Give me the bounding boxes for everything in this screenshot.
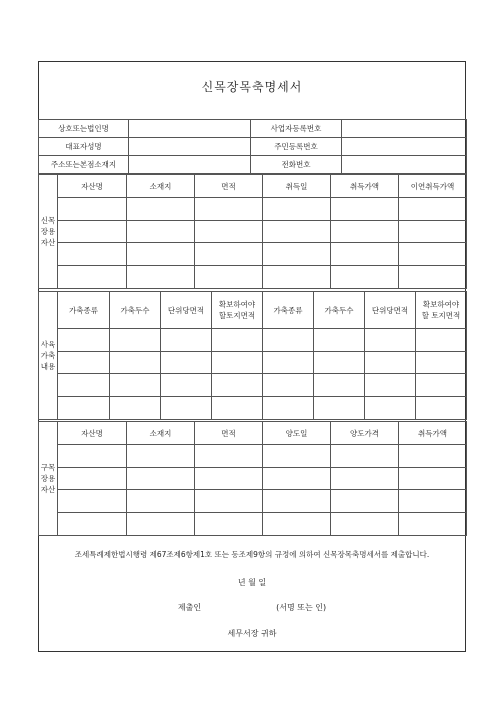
resident-reg-label: 주민등록번호 bbox=[251, 138, 342, 156]
new-ranch-cell[interactable] bbox=[58, 243, 127, 266]
livestock-col-header: 단위당면적 bbox=[161, 292, 212, 329]
livestock-cell[interactable] bbox=[58, 329, 110, 352]
form-title: 신목장목축명세서 bbox=[201, 80, 303, 94]
new-ranch-col-header: 자산명 bbox=[58, 175, 127, 198]
phone-field[interactable] bbox=[342, 156, 467, 174]
old-ranch-cell[interactable] bbox=[331, 467, 399, 490]
representative-field[interactable] bbox=[129, 138, 251, 156]
new-ranch-side-label: 신목 장용 자산 bbox=[39, 175, 58, 289]
new-ranch-cell[interactable] bbox=[263, 198, 331, 221]
new-ranch-cell[interactable] bbox=[58, 220, 127, 243]
new-ranch-row bbox=[39, 220, 467, 243]
livestock-col-header: 가축종류 bbox=[58, 292, 110, 329]
new-ranch-cell[interactable] bbox=[399, 198, 467, 221]
livestock-side-label: 사육 가축 내용 bbox=[39, 292, 58, 420]
livestock-cell[interactable] bbox=[314, 351, 365, 374]
livestock-cell[interactable] bbox=[212, 351, 263, 374]
submitter-line bbox=[39, 602, 465, 613]
new-ranch-row bbox=[39, 243, 467, 266]
old-ranch-cell[interactable] bbox=[263, 490, 331, 513]
old-ranch-row bbox=[39, 513, 467, 536]
old-ranch-cell[interactable] bbox=[263, 467, 331, 490]
old-ranch-row bbox=[39, 445, 467, 468]
livestock-cell[interactable] bbox=[416, 374, 467, 397]
old-ranch-cell[interactable] bbox=[399, 445, 467, 468]
livestock-cell[interactable] bbox=[314, 374, 365, 397]
new-ranch-cell[interactable] bbox=[195, 220, 263, 243]
statement-text: 조세특례제한법시행령 제67조제6항제1호 또는 동조제9항의 규정에 의하여 신목장목축명세서를 제출합니다. bbox=[74, 550, 430, 559]
livestock-cell[interactable] bbox=[365, 397, 416, 420]
business-name-field[interactable] bbox=[129, 120, 251, 138]
old-ranch-cell[interactable] bbox=[195, 513, 263, 536]
livestock-cell[interactable] bbox=[161, 351, 212, 374]
livestock-cell[interactable] bbox=[161, 329, 212, 352]
livestock-cell[interactable] bbox=[58, 351, 110, 374]
new-ranch-cell[interactable] bbox=[58, 198, 127, 221]
old-ranch-cell[interactable] bbox=[127, 467, 195, 490]
old-ranch-cell[interactable] bbox=[195, 490, 263, 513]
old-ranch-cell[interactable] bbox=[127, 445, 195, 468]
submitter-label: 제출인 bbox=[177, 603, 202, 612]
livestock-cell[interactable] bbox=[365, 374, 416, 397]
livestock-cell[interactable] bbox=[365, 351, 416, 374]
livestock-cell[interactable] bbox=[161, 374, 212, 397]
old-ranch-col-header: 소재지 bbox=[127, 422, 195, 445]
old-ranch-cell[interactable] bbox=[263, 445, 331, 468]
old-ranch-cell[interactable] bbox=[58, 467, 127, 490]
livestock-col-header: 확보하여야 할토지면적 bbox=[212, 292, 263, 329]
livestock-col-header: 가축두수 bbox=[314, 292, 365, 329]
signature-label[interactable]: (서명 또는 인) bbox=[276, 603, 327, 612]
new-ranch-cell[interactable] bbox=[331, 220, 399, 243]
business-reg-label: 사업자등록번호 bbox=[251, 120, 342, 138]
old-ranch-table bbox=[38, 421, 467, 536]
new-ranch-cell[interactable] bbox=[399, 220, 467, 243]
livestock-cell[interactable] bbox=[416, 397, 467, 420]
old-ranch-cell[interactable] bbox=[263, 513, 331, 536]
old-ranch-cell[interactable] bbox=[399, 513, 467, 536]
old-ranch-cell[interactable] bbox=[331, 490, 399, 513]
new-ranch-row bbox=[39, 266, 467, 289]
new-ranch-cell[interactable] bbox=[399, 243, 467, 266]
new-ranch-col-header: 소재지 bbox=[127, 175, 195, 198]
phone-label: 전화번호 bbox=[251, 156, 342, 174]
livestock-cell[interactable] bbox=[212, 329, 263, 352]
old-ranch-cell[interactable] bbox=[127, 490, 195, 513]
new-ranch-col-header: 이연취득가액 bbox=[399, 175, 467, 198]
info-table bbox=[38, 119, 467, 174]
livestock-cell[interactable] bbox=[110, 329, 161, 352]
livestock-cell[interactable] bbox=[161, 397, 212, 420]
old-ranch-cell[interactable] bbox=[195, 445, 263, 468]
old-ranch-cell[interactable] bbox=[58, 490, 127, 513]
livestock-cell[interactable] bbox=[263, 329, 314, 352]
old-ranch-col-header: 자산명 bbox=[58, 422, 127, 445]
old-ranch-cell[interactable] bbox=[331, 513, 399, 536]
livestock-cell[interactable] bbox=[212, 397, 263, 420]
livestock-cell[interactable] bbox=[416, 351, 467, 374]
new-ranch-cell[interactable] bbox=[195, 243, 263, 266]
old-ranch-cell[interactable] bbox=[399, 490, 467, 513]
address-label: 주소또는본점소재지 bbox=[39, 156, 129, 174]
livestock-cell[interactable] bbox=[314, 329, 365, 352]
new-ranch-cell[interactable] bbox=[331, 198, 399, 221]
old-ranch-col-header: 양도가격 bbox=[331, 422, 399, 445]
new-ranch-cell[interactable] bbox=[195, 266, 263, 289]
addressee-line: 세무서장 귀하 bbox=[227, 629, 277, 638]
livestock-row bbox=[39, 397, 467, 420]
livestock-cell[interactable] bbox=[314, 397, 365, 420]
new-ranch-cell[interactable] bbox=[263, 266, 331, 289]
old-ranch-row bbox=[39, 490, 467, 513]
livestock-row bbox=[39, 374, 467, 397]
new-ranch-cell[interactable] bbox=[127, 266, 195, 289]
old-ranch-cell[interactable] bbox=[195, 467, 263, 490]
old-ranch-cell[interactable] bbox=[331, 445, 399, 468]
old-ranch-col-header: 양도일 bbox=[263, 422, 331, 445]
livestock-cell[interactable] bbox=[58, 374, 110, 397]
representative-label: 대표자성명 bbox=[39, 138, 129, 156]
new-ranch-cell[interactable] bbox=[399, 266, 467, 289]
livestock-cell[interactable] bbox=[212, 374, 263, 397]
old-ranch-cell[interactable] bbox=[58, 513, 127, 536]
old-ranch-col-header: 면적 bbox=[195, 422, 263, 445]
livestock-col-header: 확보하여야 할 토지면적 bbox=[416, 292, 467, 329]
old-ranch-cell[interactable] bbox=[399, 467, 467, 490]
date-line[interactable]: 년 월 일 bbox=[237, 578, 267, 587]
livestock-cell[interactable] bbox=[263, 397, 314, 420]
livestock-cell[interactable] bbox=[110, 374, 161, 397]
livestock-cell[interactable] bbox=[58, 397, 110, 420]
old-ranch-col-header: 취득가액 bbox=[399, 422, 467, 445]
address-field[interactable] bbox=[129, 156, 251, 174]
livestock-cell[interactable] bbox=[263, 351, 314, 374]
new-ranch-row bbox=[39, 198, 467, 221]
livestock-col-header: 가축두수 bbox=[110, 292, 161, 329]
new-ranch-cell[interactable] bbox=[263, 243, 331, 266]
resident-reg-field[interactable] bbox=[342, 138, 467, 156]
livestock-cell[interactable] bbox=[416, 329, 467, 352]
new-ranch-col-header: 취득일 bbox=[263, 175, 331, 198]
new-ranch-cell[interactable] bbox=[127, 198, 195, 221]
old-ranch-side-label: 구목 장용 자산 bbox=[39, 422, 58, 536]
livestock-cell[interactable] bbox=[110, 351, 161, 374]
business-reg-field[interactable] bbox=[342, 120, 467, 138]
livestock-row bbox=[39, 351, 467, 374]
livestock-cell[interactable] bbox=[263, 374, 314, 397]
new-ranch-cell[interactable] bbox=[331, 243, 399, 266]
new-ranch-col-header: 면적 bbox=[195, 175, 263, 198]
old-ranch-cell[interactable] bbox=[58, 445, 127, 468]
new-ranch-cell[interactable] bbox=[331, 266, 399, 289]
old-ranch-cell[interactable] bbox=[127, 513, 195, 536]
livestock-cell[interactable] bbox=[110, 397, 161, 420]
new-ranch-cell[interactable] bbox=[127, 220, 195, 243]
livestock-cell[interactable] bbox=[365, 329, 416, 352]
livestock-col-header: 단위당면적 bbox=[365, 292, 416, 329]
livestock-col-header: 가축종류 bbox=[263, 292, 314, 329]
new-ranch-cell[interactable] bbox=[127, 243, 195, 266]
new-ranch-col-header: 취득가액 bbox=[331, 175, 399, 198]
new-ranch-table bbox=[38, 174, 467, 289]
new-ranch-cell[interactable] bbox=[263, 220, 331, 243]
livestock-row bbox=[39, 329, 467, 352]
livestock-table bbox=[38, 291, 467, 420]
new-ranch-cell[interactable] bbox=[195, 198, 263, 221]
old-ranch-row bbox=[39, 467, 467, 490]
business-name-label: 상호또는법인명 bbox=[39, 120, 129, 138]
form-frame bbox=[38, 61, 466, 652]
new-ranch-cell[interactable] bbox=[58, 266, 127, 289]
